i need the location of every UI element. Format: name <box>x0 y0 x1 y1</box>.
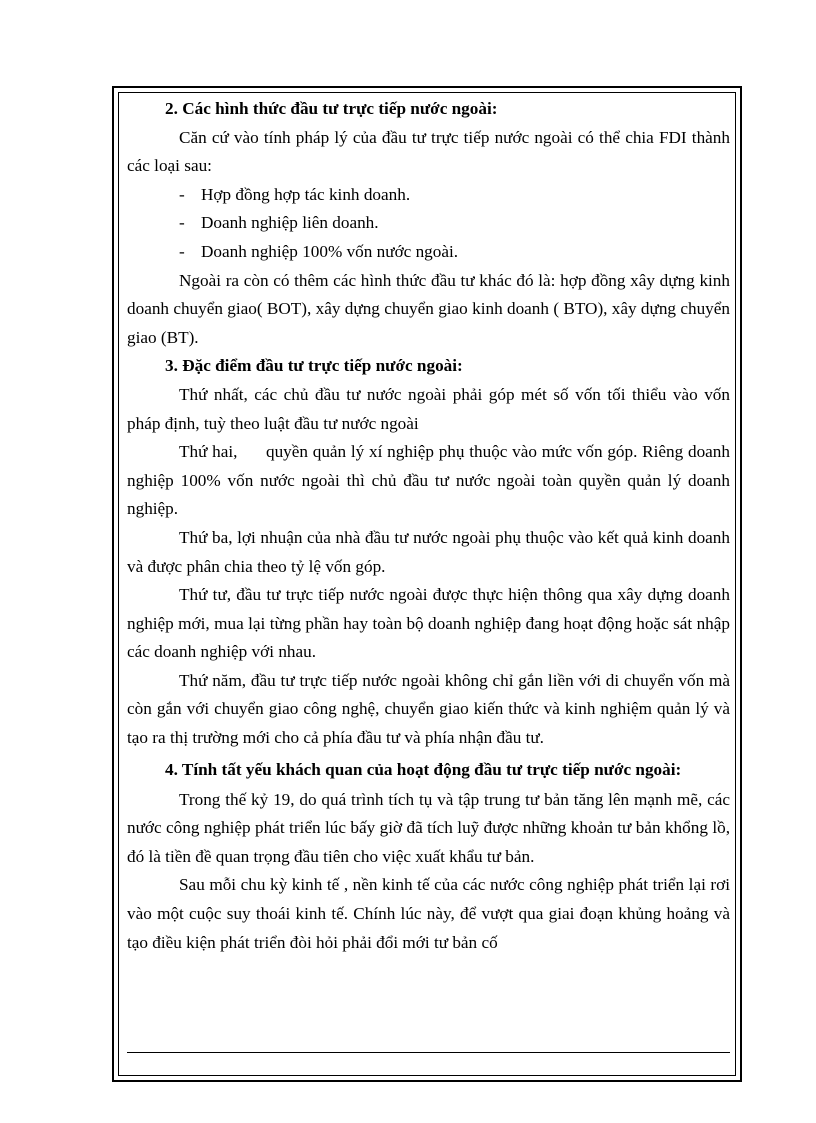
list-dash: - <box>179 184 185 204</box>
list-item: - Doanh nghiệp liên doanh. <box>127 209 730 238</box>
paragraph: Thứ tư, đầu tư trực tiếp nước ngoài được thực hiện thông qua xây dựng doanh nghiệp mới, mua lại từng phần hay toàn bộ doanh nghiệp đang hoạt động hoặc sát nhập các doanh nghiệp với nhau. <box>127 585 730 662</box>
list-item: - Doanh nghiệp 100% vốn nước ngoài. <box>127 238 730 267</box>
paragraph: Thứ ba, lợi nhuận của nhà đầu tư nước ngoài phụ thuộc vào kết quả kinh doanh và được phân chia theo tỷ lệ vốn góp. <box>127 527 730 576</box>
section-2-intro: Căn cứ vào tính pháp lý của đầu tư trực tiếp nước ngoài có thể chia FDI thành các loại sau: <box>127 127 730 176</box>
footer-divider <box>127 1052 730 1053</box>
paragraph: Thứ năm, đầu tư trực tiếp nước ngoài không chỉ gắn liền với di chuyển vốn mà còn gắn với chuyển giao công nghệ, chuyển giao kiến thức và kinh nghiệm quản lý và tạo ra thị trường mới cho cả phía đầu tư và phía nhận đầu tư. <box>127 670 730 748</box>
paragraph: Trong thế kỷ 19, do quá trình tích tụ và tập trung tư bản tăng lên mạnh mẽ, các nước công nghiệp phát triển lúc bấy giờ đã tích luỹ được những khoản tư bản khổng lồ, đó là tiền đề quan trọng đầu tiên cho việc xuất khẩu tư bản. <box>127 789 730 866</box>
section-4-heading: 4. Tính tất yếu khách quan của hoạt động đầu tư trực tiếp nước ngoài: <box>165 759 682 779</box>
section-3-heading: 3. Đặc điểm đầu tư trực tiếp nước ngoài: <box>165 356 463 376</box>
list-item: - Hợp đồng hợp tác kinh doanh. <box>127 181 730 210</box>
section-2-outro: Ngoài ra còn có thêm các hình thức đầu tư khác đó là: hợp đồng xây dựng kinh doanh chuyển giao( BOT), xây dựng chuyển giao kinh doanh ( BTO), xây dựng chuyển giao (BT). <box>127 270 730 347</box>
list-dash: - <box>179 213 185 233</box>
document-body <box>127 95 735 957</box>
section-2-heading: 2. Các hình thức đầu tư trực tiếp nước ngoài: <box>165 99 498 118</box>
paragraph: Sau mỗi chu kỳ kinh tế , nền kinh tế của các nước công nghiệp phát triển lại rơi vào một cuộc suy thoái kinh tế. Chính lúc này, để vượt qua giai đoạn khủng hoảng và tạo điều kiện phát triển đòi hỏi phải đổi mới tư bản cố <box>127 875 730 952</box>
paragraph: Thứ nhất, các chủ đầu tư nước ngoài phải góp mét số vốn tối thiểu vào vốn pháp định, tuỳ theo luật đầu tư nước ngoài <box>127 384 730 433</box>
list-dash: - <box>179 241 185 261</box>
paragraph: Thứ hai, quyền quản lý xí nghiệp phụ thuộc vào mức vốn góp. Riêng doanh nghiệp 100% vốn nước ngoài thì chủ đầu tư nước ngoài toàn quyền quản lý doanh nghiệp. <box>127 442 735 519</box>
